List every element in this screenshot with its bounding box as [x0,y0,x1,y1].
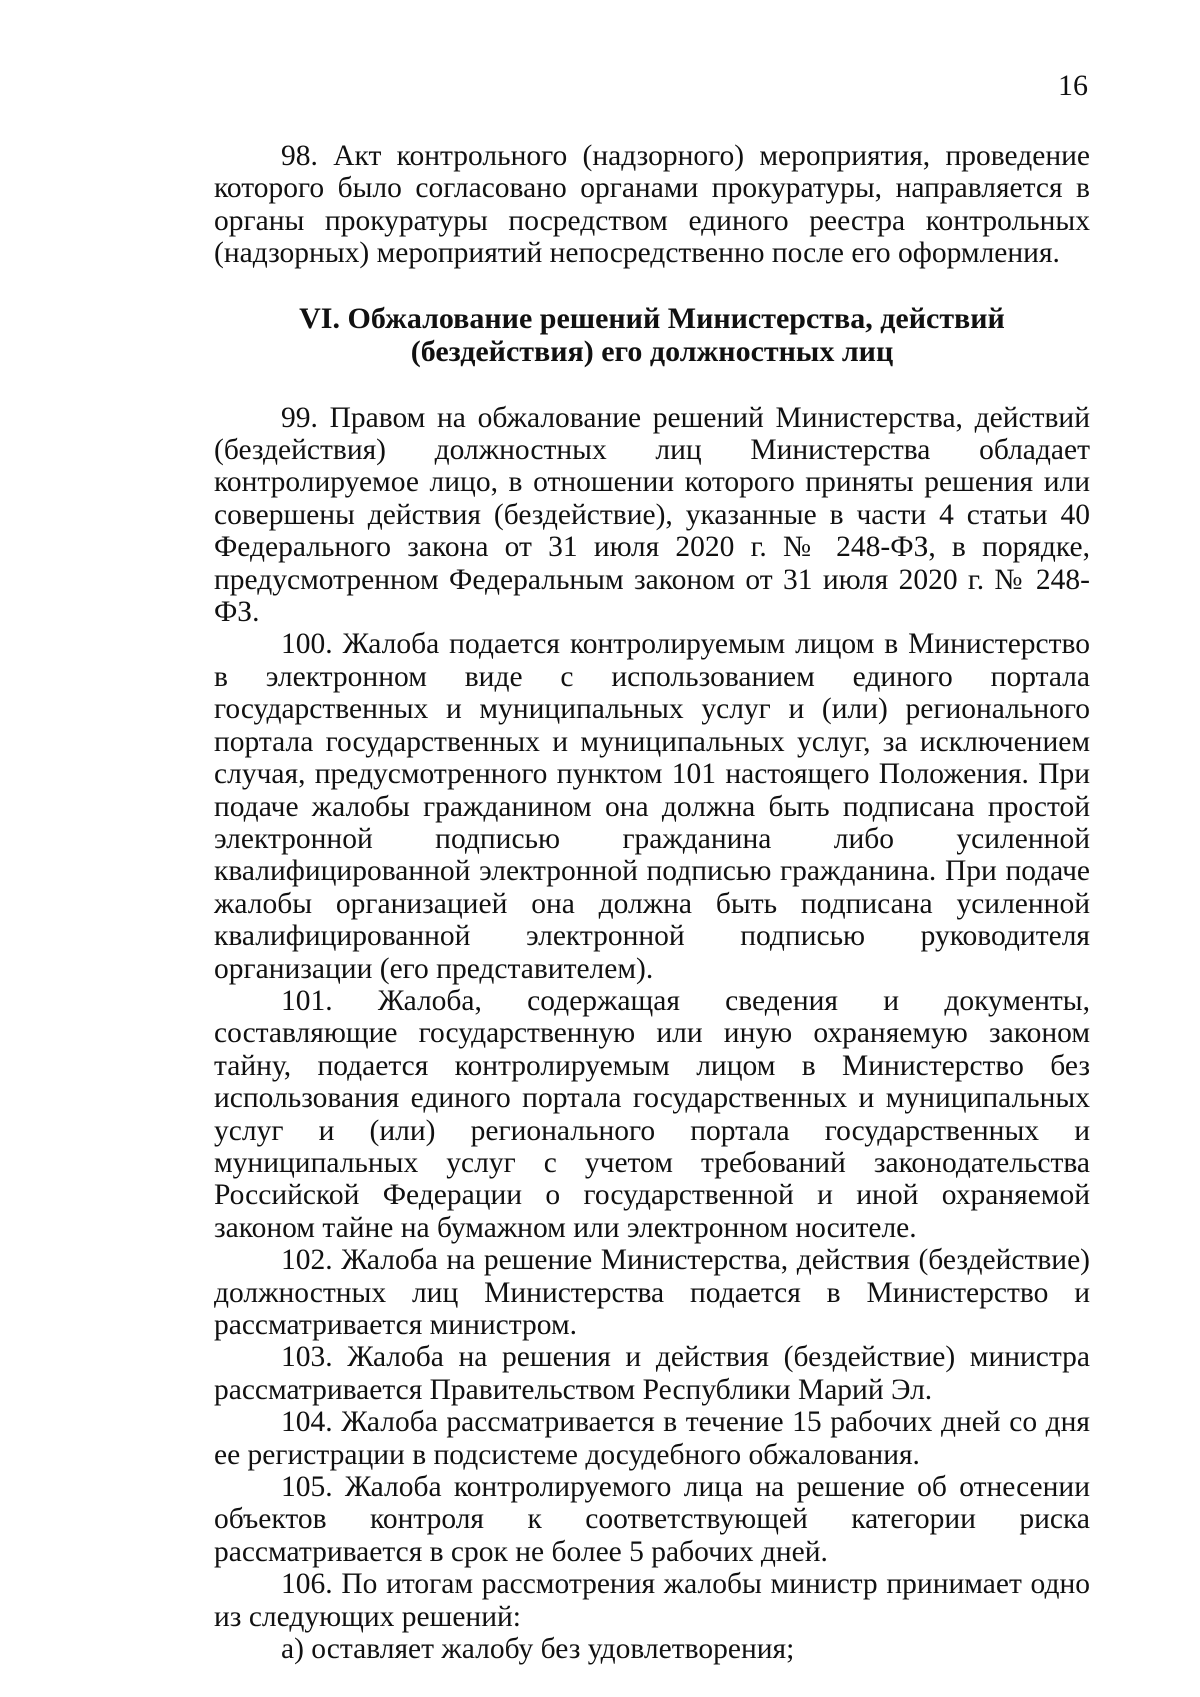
sub-item-text: а) оставляет жалобу без удовлетворения; [281,1633,795,1666]
paragraph-number: 104. [281,1406,333,1439]
paragraph-text: Жалоба контролируемого лица на решение об отнесении объектов контроля к соответствующей категории риска рассматривается в срок не более 5 рабочих дней. [214,1471,1091,1568]
paragraph-number: 101. [281,984,333,1017]
paragraph-number: 100. [281,628,333,661]
paragraph-text: Жалоба, содержащая сведения и документы, составляющие государственную или иную охраняемую законом тайну, подается контролируемым лицом в Министерство без использования единого портала государственных и муниципальных услуг и (или) регионального портала государственных и муниципальных услуг с учетом требований законодательства Российской Федерации о государственной и иной охраняемой законом тайне на бумажном или электронном носителе. [214,984,1090,1244]
paragraph-102 [214,1244,1090,1341]
paragraph-number: 106. [281,1568,333,1601]
paragraph-number: 102. [281,1244,333,1277]
paragraph-103 [214,1341,1090,1406]
section-heading-line-2: (бездействия) его должностных лиц [410,334,894,368]
paragraph-text: По итогам рассмотрения жалобы министр принимает одно из следующих решений: [214,1568,1091,1633]
paragraph-text: Жалоба рассматривается в течение 15 рабочих дней со дня ее регистрации в подсистеме досудебного обжалования. [214,1406,1091,1471]
paragraph-99 [214,402,1090,629]
paragraph-text: Жалоба подается контролируемым лицом в Министерство в электронном виде с использованием единого портала государственных и муниципальных услуг и (или) регионального портала государственных и муниципальных услуг, за исключением случая, предусмотренного пунктом 101 настоящего Положения. При подаче жалобы гражданином она должна быть подписана простой электронной подписью гражданина либо усиленной квалифицированной электронной подписью гражданина. При подаче жалобы организацией она должна быть подписана усиленной квалифицированной электронной подписью руководителя организации (его представителем). [214,628,1090,985]
paragraph-104 [214,1406,1090,1471]
paragraph-number: 103. [281,1341,333,1374]
sub-item-a [214,1633,1090,1665]
paragraph-text: Жалоба на решение Министерства, действия (бездействие) должностных лиц Министерства подается в Министерство и рассматривается министром. [214,1244,1090,1341]
paragraph-105 [214,1471,1090,1568]
paragraph-98 [214,140,1090,270]
paragraph-number: 99. [281,401,318,434]
paragraph-number: 98. [281,140,318,172]
section-heading [214,302,1090,368]
paragraph-101 [214,985,1090,1244]
paragraph-number: 105. [281,1471,333,1504]
paragraph-text: Правом на обжалование решений Министерства, действий (бездействия) должностных лиц Министерства обладает контролируемое лицо, в отношении которого приняты решения или совершены действия (бездействие), указанные в части 4 статьи 40 Федерального закона от 31 июля 2020 г. № 248-ФЗ, в порядке, предусмотренном Федеральным законом от 31 июля 2020 г. № 248-ФЗ. [214,401,1091,629]
paragraph-text: Акт контрольного (надзорного) мероприятия, проведение которого было согласовано органами прокуратуры, направляется в органы прокуратуры посредством единого реестра контрольных (надзорных) мероприятий непосредственно после его оформления. [214,140,1091,270]
paragraph-106 [214,1568,1090,1633]
page-number: 16 [1058,69,1088,102]
document-body [214,140,1090,1665]
paragraph-100 [214,628,1090,984]
section-heading-line-1: VI. Обжалование решений Министерства, действий [299,301,1005,335]
paragraph-text: Жалоба на решения и действия (бездействие) министра рассматривается Правительством Республики Марий Эл. [214,1341,1090,1406]
